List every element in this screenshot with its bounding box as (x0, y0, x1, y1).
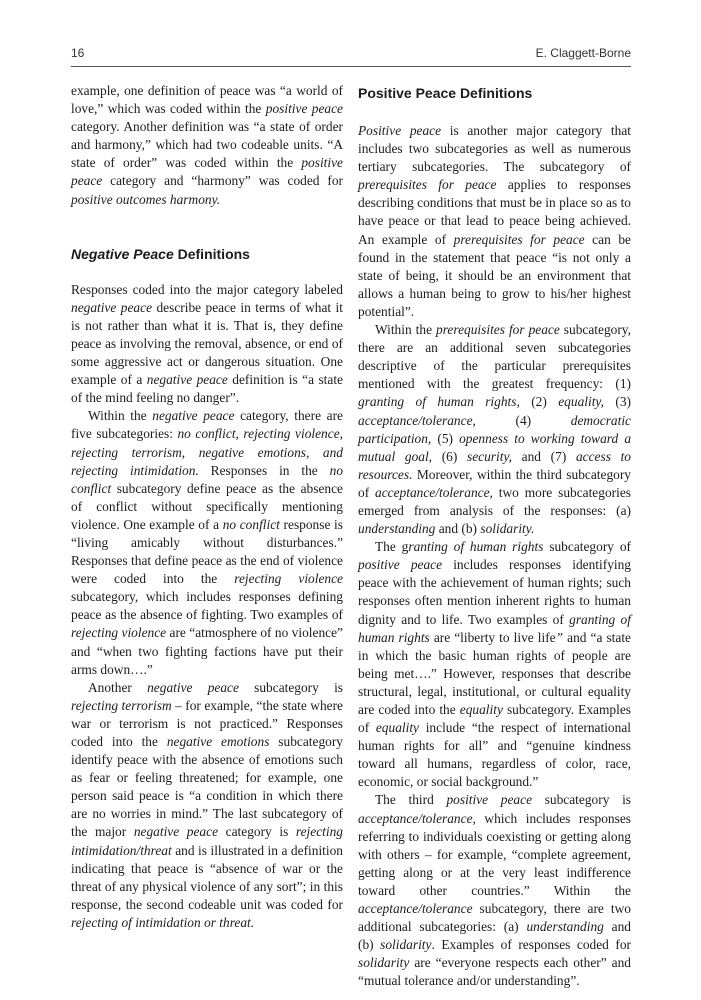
text-run: (3) (603, 394, 632, 410)
text-run: can be found in the statement that peace “is not only a state of being, it should be an environment that allows a human being to grow to his/her highest potential”. (358, 231, 631, 319)
text-run-italic: democratic participation, (358, 412, 631, 446)
text-run: (6) (432, 448, 467, 464)
text-run: Responses in the (198, 462, 330, 478)
text-run: Within the (88, 408, 153, 424)
text-run-italic: rejecting violence (71, 625, 167, 641)
paragraph (71, 407, 343, 678)
text-run: subcategory, there are two additional subcategories: (a) (358, 901, 631, 935)
text-run-italic: positive peace (265, 101, 344, 117)
running-head: E. Claggett-Borne (535, 46, 631, 60)
text-run: subcategory. Examples of (358, 702, 631, 736)
text-run-italic: understanding (358, 521, 436, 537)
text-run-italic: openness to working toward a mutual goal, (358, 430, 632, 464)
text-run: (2) (519, 394, 559, 410)
text-run: are “everyone respects each other” and “mutual tolerance and/or understanding”. (358, 955, 631, 989)
text-run-italic: positive peace (358, 557, 443, 573)
text-run: subcategory identify peace with the absence of emotions such as fear or feeling threatened; for example, one person said peace is “a condition in which there are no worries in mind.” The last subcategory of the major (71, 734, 343, 840)
text-run-italic: negative peace (146, 372, 228, 388)
text-run: subcategory is (532, 792, 631, 808)
text-run-italic: access to resources. (358, 448, 632, 482)
text-run: subcategory, which includes responses defining peace as the absence of fighting. Two examples of (71, 589, 343, 623)
text-run-italic: understanding (526, 919, 604, 935)
text-run: The g (375, 539, 409, 555)
text-run: applies to responses describing conditions that must be in place so as to have peace or that lead to peace being achieved. An example of (358, 177, 631, 247)
text-run: are “atmosphere of no violence” and “when two fighting factions have put their arms down….” (71, 625, 343, 677)
text-run: Within the (375, 322, 437, 338)
text-run-italic: prerequisites for peace (453, 231, 585, 247)
text-run-italic: rejecting terrorism (71, 697, 172, 713)
text-run-italic: acceptance/tolerance (358, 412, 473, 428)
paragraph (71, 679, 343, 932)
heading-rest: Definitions (173, 245, 250, 262)
text-run-italic: acceptance/tolerance (358, 810, 473, 826)
text-run-italic: no conflict, rejecting violence, rejecting terrorism, negative emotions, and rejecting intimidation. (71, 426, 343, 478)
text-run: subcategory of (543, 539, 631, 555)
section-heading (71, 245, 343, 263)
text-run-italic: rejecting intimidation/threat (71, 824, 343, 858)
text-run-italic: solidarity (380, 937, 432, 953)
page-number: 16 (71, 46, 85, 60)
text-run-italic: granting of human rights, (358, 394, 520, 410)
text-run: Responses coded into the major category labeled (71, 281, 343, 297)
paragraph (358, 538, 631, 791)
text-run: The third (375, 792, 447, 808)
text-run-italic: rejecting of intimidation or threat. (71, 914, 255, 930)
text-run: and (b) (358, 919, 631, 953)
header-rule (71, 66, 631, 67)
text-run: and “a state in which the basic human rights of people are being met….” However, responses that describe structural, legal, institutional, or cultural equality are coded into the (358, 629, 631, 717)
text-run: category and “harmony” was coded for (102, 173, 343, 189)
right-column (358, 82, 631, 991)
text-run: subcategory, there are an additional seven subcategories descriptive of the particular prerequisites mentioned with the greatest frequency: (1) (358, 322, 631, 392)
text-run: includes responses identifying peace with the achievement of human rights; such responses often mention inherent rights to human dignity and to life. Two examples of (358, 557, 632, 627)
paragraph (358, 122, 631, 321)
text-run-italic: positive peace (71, 155, 343, 189)
text-run-italic: no conflict (71, 462, 344, 496)
text-run-italic: positive outcomes harmony. (71, 191, 221, 207)
text-run: are “liberty to live life (429, 629, 556, 645)
text-run: Moreover, within the third subcategory of (358, 466, 631, 500)
paragraph (71, 281, 343, 408)
text-run: subcategory is (238, 679, 343, 695)
text-run-italic: negative peace (147, 679, 239, 695)
text-run-italic: negative peace (133, 824, 219, 840)
left-column (71, 82, 343, 932)
paragraph (358, 321, 631, 538)
text-run: and is illustrated in a definition indicating that peace is “absence of war or the threat of any physical violence of any sort”; in this response, the second codeable unit was coded for (71, 842, 343, 912)
text-run-italic: equality (375, 720, 419, 736)
text-run: definition is “a state of the mind feeling no danger”. (71, 372, 343, 406)
text-run: Another (88, 679, 148, 695)
text-run: category is (218, 824, 296, 840)
text-run: and (b) (435, 521, 481, 537)
text-run: , which includes responses referring to individuals coexisting or getting along with others – for example, “complete agreement, getting along or at the very least indifference toward other countries.” Within the (358, 810, 631, 898)
text-run: two more subcategories emerged from analysis of the responses: (a) (358, 484, 631, 518)
text-run: subcategory define peace as the absence of conflict without specifically mentioning violence. One example of a (71, 480, 343, 532)
text-run-italic: prerequisites for peace (436, 322, 560, 338)
text-run-italic: acceptance/tolerance, (375, 484, 493, 500)
section-heading: Positive Peace Definitions (358, 85, 533, 101)
text-run: example, one definition of peace was “a world of love,” which was coded within the (71, 83, 343, 117)
paragraph (71, 82, 343, 209)
text-run-italic: rejecting violence (234, 571, 343, 587)
text-run: (5) (431, 430, 460, 446)
text-run-italic: solidarity (358, 955, 410, 971)
text-run-italic: Positive peace (358, 123, 442, 138)
text-run: is another major category that includes two subcategories as well as numerous tertiary subcategories. The subcategory of (358, 123, 631, 175)
text-run-italic: prerequisites for peace (358, 177, 497, 193)
text-run: category. Another definition was “a state of order and harmony,” which had two codeable units. “A state of order” was coded within the (71, 119, 343, 171)
text-run: response is “living amicably without disturbances.” Responses that define peace as the end of violence were coded into the (71, 516, 343, 587)
text-run-italic: negative peace (152, 408, 235, 424)
text-run-italic: negative peace (71, 299, 153, 315)
text-run: category, there are five subcategories: (71, 408, 343, 442)
text-run: and (7) (512, 448, 576, 464)
text-run: describe peace in terms of what it is not rather than what it is. That is, they define peace as involving the removal, absence, or end of some aggressive act or dangerous situation. One example of a (71, 299, 343, 388)
text-run: . Examples of responses coded for (431, 937, 632, 953)
paragraph (358, 791, 631, 990)
text-run-italic: equality (459, 702, 503, 717)
text-run-italic: granting of human rights (358, 611, 631, 645)
text-run-italic: ” (555, 629, 564, 645)
text-run-italic: equality, (558, 394, 604, 410)
text-run-italic: negative emotions (166, 734, 270, 749)
text-run: , (4) (472, 412, 571, 428)
text-run: include “the respect of international human rights for all” and “genuine kindness toward all humans, regardless of color, race, economic, or social background.” (358, 720, 631, 790)
text-run-italic: positive peace (446, 792, 533, 808)
text-run-italic: no conflict (222, 516, 280, 532)
text-run-italic: ranting of human rights (408, 539, 544, 555)
heading-italic: Negative Peace (71, 245, 174, 262)
text-run-italic: acceptance/tolerance (358, 901, 473, 917)
text-run: – for example, “the state where war or terrorism is not practiced.” Responses coded into the (71, 697, 343, 749)
text-run-italic: security, (467, 448, 512, 464)
text-run-italic: solidarity. (480, 521, 535, 537)
